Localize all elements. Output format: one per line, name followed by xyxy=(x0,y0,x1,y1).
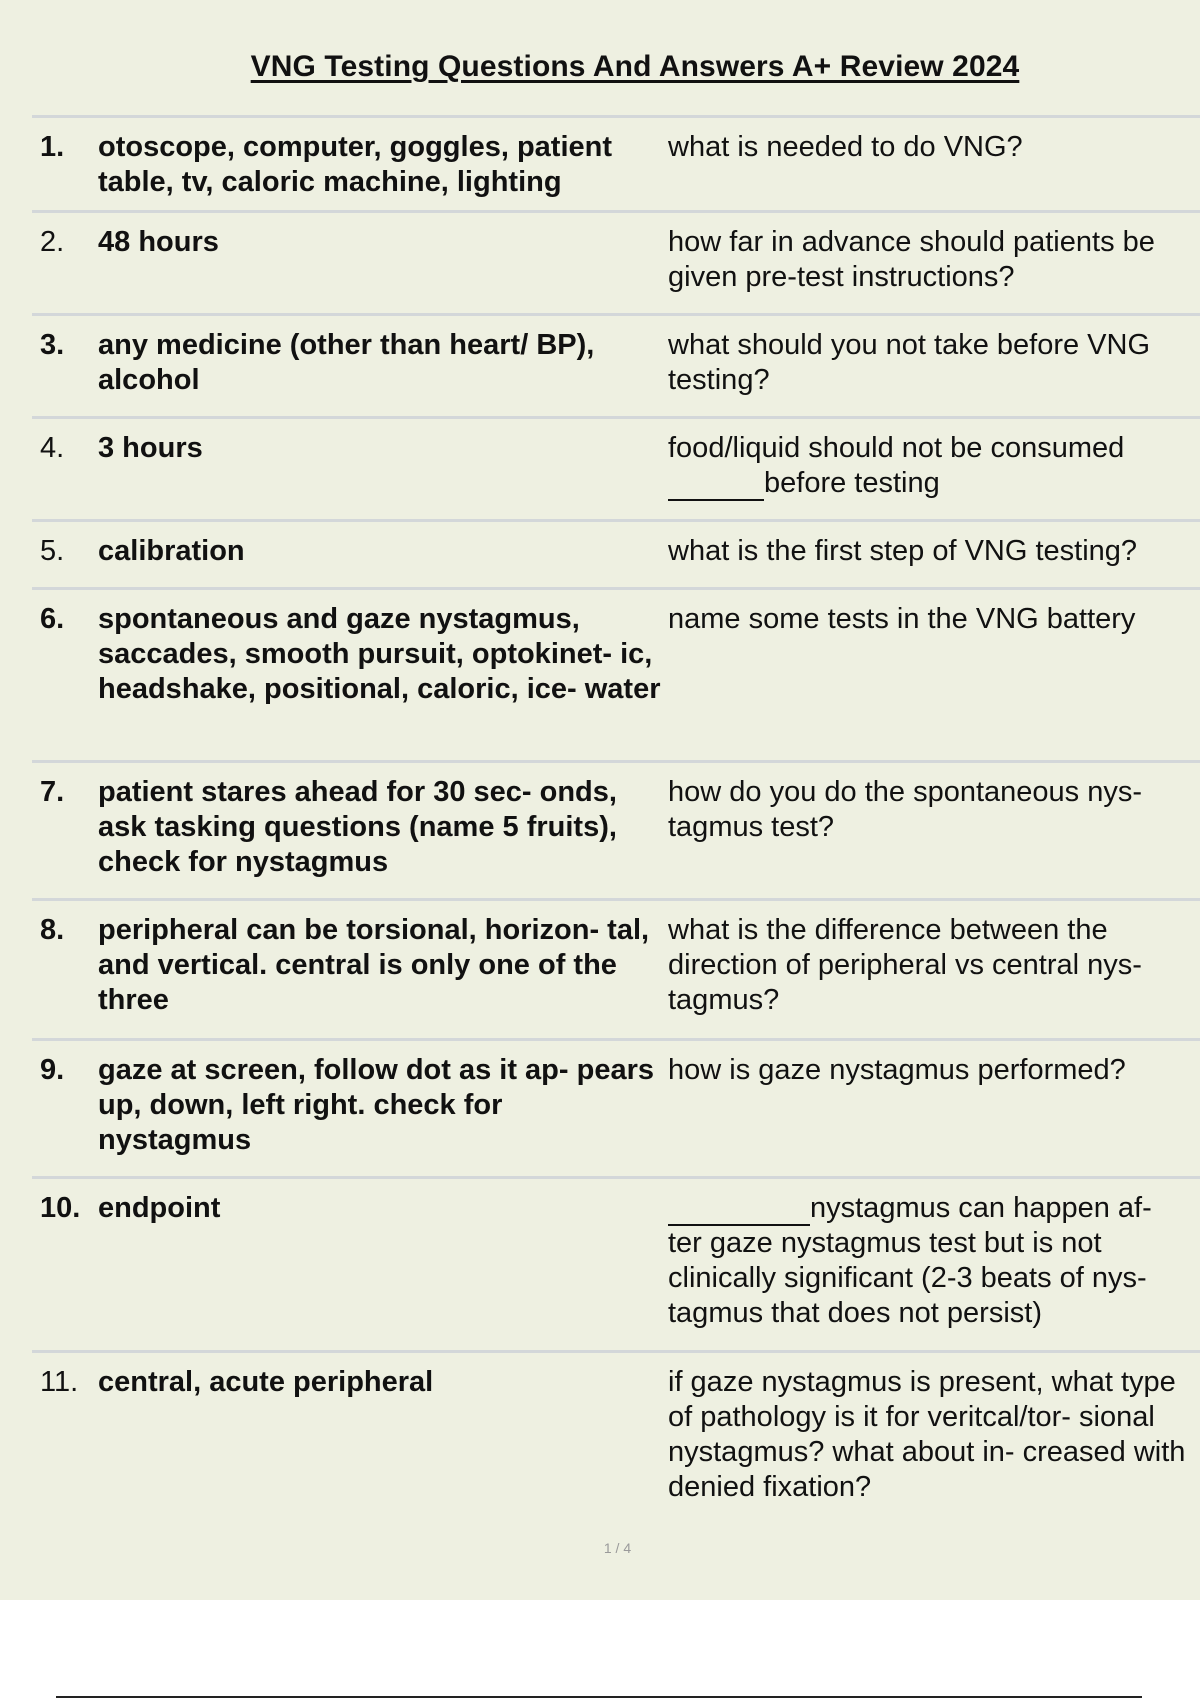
card-number: 4. xyxy=(40,432,65,464)
card-definition-text: how is gaze nystagmus performed? xyxy=(668,1054,1126,1086)
card-definition-text: before testing xyxy=(764,467,940,499)
card-definition xyxy=(668,602,1200,637)
card-definition-text: how far in advance should patients be given pre-test instructions? xyxy=(668,226,1155,293)
card-number: 2. xyxy=(40,226,65,258)
card-definition xyxy=(668,1365,1200,1505)
flashcard-row xyxy=(32,213,1200,316)
card-definition-text: what is the first step of VNG testing? xyxy=(668,535,1138,567)
page-indicator: 1 / 4 xyxy=(603,1540,632,1556)
card-number: 8. xyxy=(40,914,65,946)
flashcard-row xyxy=(32,901,1200,1041)
card-definition-text: what is the difference between the direction of peripheral vs central nys- tagmus? xyxy=(668,914,1142,1016)
flashcard-row xyxy=(32,522,1200,590)
card-definition xyxy=(668,1053,1200,1088)
card-definition-text: what is needed to do VNG? xyxy=(668,131,1023,163)
fill-in-blank xyxy=(668,469,764,501)
card-number: 3. xyxy=(40,329,65,361)
card-number: 7. xyxy=(40,776,65,808)
card-term: spontaneous and gaze nystagmus, saccades, smooth pursuit, optokinet- ic, headshake, positional, caloric, ice- water xyxy=(98,603,661,705)
card-term: calibration xyxy=(98,535,245,567)
card-definition-text: what should you not take before VNG testing? xyxy=(668,329,1151,396)
card-number: 10. xyxy=(40,1192,81,1224)
card-term: endpoint xyxy=(98,1192,221,1224)
card-definition xyxy=(668,328,1200,398)
card-definition-text: name some tests in the VNG battery xyxy=(668,603,1136,635)
card-term: peripheral can be torsional, horizon- tal, and vertical. central is only one of the three xyxy=(98,914,650,1016)
card-definition xyxy=(668,913,1200,1018)
flashcard-row xyxy=(32,1041,1200,1179)
flashcard-row xyxy=(32,419,1200,522)
card-number: 5. xyxy=(40,535,65,567)
flashcard-list xyxy=(32,115,1200,1533)
card-definition-prefix: food/liquid should not be consumed xyxy=(668,432,1125,464)
card-term: 3 hours xyxy=(98,432,203,464)
flashcard-row xyxy=(32,118,1200,213)
fill-in-blank xyxy=(668,1194,810,1226)
card-term: 48 hours xyxy=(98,226,219,258)
card-definition xyxy=(668,775,1200,845)
card-definition-text: nystagmus can happen af- ter gaze nystagmus test but is not clinically significant (2-3 beats of nys- tagmus that does not persist) xyxy=(668,1192,1152,1329)
card-term: gaze at screen, follow dot as it ap- pears up, down, left right. check for nystagmus xyxy=(98,1054,654,1156)
flashcard-row xyxy=(32,1353,1200,1533)
card-definition xyxy=(668,130,1200,165)
card-definition xyxy=(668,431,1200,501)
card-definition-text: how do you do the spontaneous nys- tagmus test? xyxy=(668,776,1142,843)
card-definition-text: if gaze nystagmus is present, what type of pathology is it for veritcal/tor- sional nystagmus? what about in- creased with denied fixation? xyxy=(668,1366,1186,1503)
card-number: 11. xyxy=(40,1366,79,1398)
card-number: 9. xyxy=(40,1054,65,1086)
flashcard-row xyxy=(32,1179,1200,1353)
card-number: 6. xyxy=(40,603,65,635)
card-definition xyxy=(668,1191,1200,1331)
card-number: 1. xyxy=(40,131,65,163)
flashcard-row xyxy=(32,316,1200,419)
flashcard-row xyxy=(32,763,1200,901)
card-definition xyxy=(668,225,1200,295)
document-title: VNG Testing Questions And Answers A+ Review 2024 xyxy=(250,50,1020,83)
card-term: patient stares ahead for 30 sec- onds, ask tasking questions (name 5 fruits), check for nystagmus xyxy=(98,776,617,878)
card-term: central, acute peripheral xyxy=(98,1366,434,1398)
flashcard-row xyxy=(32,590,1200,763)
card-term: otoscope, computer, goggles, patient table, tv, caloric machine, lighting xyxy=(98,131,612,198)
bottom-divider xyxy=(56,1696,1142,1698)
card-definition xyxy=(668,534,1200,569)
card-term: any medicine (other than heart/ BP), alcohol xyxy=(98,329,595,396)
